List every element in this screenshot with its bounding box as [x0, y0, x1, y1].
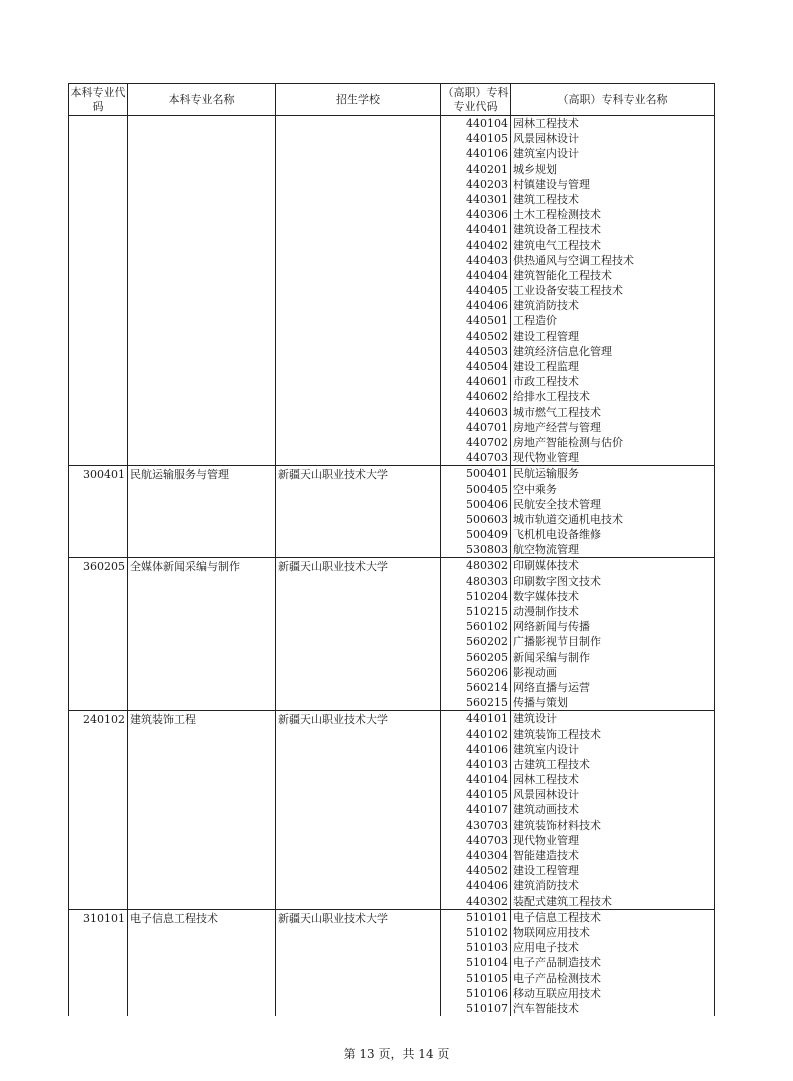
sub-major-code: 480303 — [466, 574, 508, 588]
sub-major-name: 民航安全技术管理 — [513, 497, 601, 511]
sub-major-code: 510103 — [466, 941, 508, 955]
sub-major-code: 440703 — [466, 833, 508, 847]
sub-major-name: 民航运输服务 — [513, 467, 579, 481]
sub-major-code: 440106 — [466, 147, 508, 161]
sub-major-name: 建筑室内设计 — [513, 742, 579, 756]
table-row-group — [69, 116, 714, 466]
sub-major-code: 500409 — [466, 528, 508, 542]
sub-major-name: 建设工程管理 — [513, 864, 579, 878]
table-row-group — [69, 910, 714, 1016]
sub-major-name: 装配式建筑工程技术 — [513, 894, 612, 908]
sub-major-name: 建筑消防技术 — [513, 879, 579, 893]
sub-major-code: 440502 — [466, 864, 508, 878]
sub-major-name: 建筑工程技术 — [513, 192, 579, 206]
major-name: 电子信息工程技术 — [128, 910, 276, 1016]
header-code: 本科专业代码 — [69, 84, 128, 115]
sub-major-code: 510107 — [466, 1001, 508, 1015]
sub-name-column — [511, 711, 714, 908]
sub-major-name: 物联网应用技术 — [513, 925, 590, 939]
table-header — [69, 84, 714, 116]
sub-major-name: 应用电子技术 — [513, 941, 579, 955]
sub-major-code: 500401 — [466, 467, 508, 481]
sub-major-code: 510105 — [466, 971, 508, 985]
sub-major-name: 建设工程管理 — [513, 329, 579, 343]
header-major: 本科专业名称 — [128, 84, 276, 115]
sub-major-code: 440404 — [466, 268, 508, 282]
sub-major-name: 给排水工程技术 — [513, 390, 590, 404]
sub-major-name: 空中乘务 — [513, 482, 557, 496]
sub-major-name: 土木工程检测技术 — [513, 208, 601, 222]
sub-major-name: 建筑电气工程技术 — [513, 238, 601, 252]
sub-major-code: 440503 — [466, 344, 508, 358]
sub-major-code: 510215 — [466, 605, 508, 618]
sub-major-code: 500603 — [466, 512, 508, 526]
major-name: 全媒体新闻采编与制作 — [128, 558, 276, 710]
sub-major-name: 古建筑工程技术 — [513, 757, 590, 771]
sub-major-name: 建筑设备工程技术 — [513, 223, 601, 237]
school-name: 新疆天山职业技术大学 — [276, 558, 441, 710]
sub-major-code: 440601 — [466, 375, 508, 389]
sub-major-code: 560214 — [466, 680, 508, 694]
sub-code-column — [441, 558, 511, 710]
sub-major-code: 560102 — [466, 620, 508, 634]
sub-name-column — [511, 910, 714, 1016]
sub-major-code: 560205 — [466, 650, 508, 664]
sub-major-name: 汽车智能技术 — [513, 1001, 579, 1015]
sub-code-column — [441, 116, 511, 465]
major-code — [69, 116, 128, 465]
school-name: 新疆天山职业技术大学 — [276, 910, 441, 1016]
table-row-group — [69, 711, 714, 909]
school-name: 新疆天山职业技术大学 — [276, 711, 441, 908]
sub-major-name: 供热通风与空调工程技术 — [513, 253, 634, 267]
major-code: 310101 — [69, 910, 128, 1016]
sub-code-column — [441, 711, 511, 908]
sub-major-code: 440603 — [466, 405, 508, 419]
sub-major-name: 新闻采编与制作 — [513, 650, 590, 664]
table-row-group — [69, 466, 714, 558]
sub-major-name: 电子产品检测技术 — [513, 971, 601, 985]
sub-major-name: 建筑智能化工程技术 — [513, 268, 612, 282]
sub-major-code: 440306 — [466, 208, 508, 222]
sub-major-code: 500405 — [466, 482, 508, 496]
sub-major-code: 440501 — [466, 314, 508, 328]
sub-name-column — [511, 116, 714, 465]
sub-major-code: 440702 — [466, 435, 508, 449]
sub-major-name: 动漫制作技术 — [513, 605, 579, 618]
sub-major-name: 网络新闻与传播 — [513, 620, 590, 634]
sub-major-code: 500406 — [466, 497, 508, 511]
table-body — [69, 116, 714, 1016]
school-name: 新疆天山职业技术大学 — [276, 466, 441, 557]
sub-major-name: 工业设备安装工程技术 — [513, 284, 623, 298]
table-row-group — [69, 558, 714, 711]
school-name — [276, 116, 441, 465]
sub-major-code: 510102 — [466, 925, 508, 939]
sub-major-code: 510101 — [466, 910, 508, 924]
sub-major-code: 440103 — [466, 757, 508, 771]
sub-major-name: 建筑装饰工程技术 — [513, 727, 601, 741]
sub-major-name: 飞机机电设备维修 — [513, 528, 601, 542]
page-number: 第 13 页，共 14 页 — [343, 1047, 450, 1061]
sub-major-name: 房地产智能检测与估价 — [513, 435, 623, 449]
sub-major-code: 440504 — [466, 360, 508, 373]
sub-major-name: 城乡规划 — [513, 162, 557, 176]
sub-major-code: 440602 — [466, 390, 508, 404]
sub-major-code: 440401 — [466, 223, 508, 237]
sub-major-name: 印刷数字图文技术 — [513, 574, 601, 588]
sub-major-name: 市政工程技术 — [513, 375, 579, 389]
sub-code-column — [441, 910, 511, 1016]
sub-major-name: 移动互联应用技术 — [513, 986, 601, 1000]
sub-major-code: 440104 — [466, 117, 508, 130]
major-name — [128, 116, 276, 465]
sub-major-code: 440403 — [466, 253, 508, 267]
sub-major-name: 航空物流管理 — [513, 543, 579, 557]
sub-major-code: 560206 — [466, 665, 508, 679]
sub-name-column — [511, 558, 714, 710]
sub-major-name: 网络直播与运营 — [513, 680, 590, 694]
sub-major-code: 560215 — [466, 696, 508, 710]
sub-major-name: 城市燃气工程技术 — [513, 405, 601, 419]
sub-major-code: 510106 — [466, 986, 508, 1000]
sub-major-code: 440405 — [466, 284, 508, 298]
sub-major-name: 房地产经营与管理 — [513, 420, 601, 434]
major-name: 建筑装饰工程 — [128, 711, 276, 908]
sub-major-code: 440304 — [466, 849, 508, 862]
sub-major-code: 440105 — [466, 132, 508, 146]
header-sub-code: （高职）专科专业代码 — [441, 84, 511, 115]
sub-major-code: 440101 — [466, 712, 508, 726]
sub-major-code: 440302 — [466, 894, 508, 908]
sub-major-code: 440703 — [466, 451, 508, 465]
sub-major-name: 建筑装饰材料技术 — [513, 818, 601, 832]
sub-major-name: 建筑动画技术 — [513, 803, 579, 817]
sub-major-name: 印刷媒体技术 — [513, 559, 579, 573]
sub-major-name: 建筑消防技术 — [513, 299, 579, 313]
sub-major-name: 城市轨道交通机电技术 — [513, 512, 623, 526]
sub-major-code: 440301 — [466, 192, 508, 206]
majors-table — [68, 83, 715, 1016]
sub-major-name: 传播与策划 — [513, 696, 568, 710]
sub-major-name: 数字媒体技术 — [513, 589, 579, 603]
sub-major-name: 现代物业管理 — [513, 833, 579, 847]
sub-major-code: 440502 — [466, 329, 508, 343]
sub-major-code: 440107 — [466, 803, 508, 817]
sub-major-code: 530803 — [466, 543, 508, 557]
sub-major-code: 440104 — [466, 773, 508, 787]
sub-major-code: 510204 — [466, 589, 508, 603]
major-code: 300401 — [69, 466, 128, 557]
sub-code-column — [441, 466, 511, 557]
sub-major-name: 电子信息工程技术 — [513, 910, 601, 924]
sub-name-column — [511, 466, 714, 557]
sub-major-code: 430703 — [466, 818, 508, 832]
major-code: 240102 — [69, 711, 128, 908]
sub-major-code: 440106 — [466, 742, 508, 756]
sub-major-code: 440201 — [466, 162, 508, 176]
sub-major-code: 440102 — [466, 727, 508, 741]
sub-major-code: 440701 — [466, 420, 508, 434]
sub-major-name: 电子产品制造技术 — [513, 956, 601, 970]
sub-major-code: 480302 — [466, 559, 508, 573]
major-name: 民航运输服务与管理 — [128, 466, 276, 557]
sub-major-code: 440406 — [466, 879, 508, 893]
sub-major-code: 510104 — [466, 956, 508, 970]
sub-major-name: 村镇建设与管理 — [513, 177, 590, 191]
sub-major-name: 现代物业管理 — [513, 451, 579, 465]
sub-major-name: 建筑设计 — [513, 712, 557, 726]
major-code: 360205 — [69, 558, 128, 710]
sub-major-code: 440402 — [466, 238, 508, 252]
sub-major-name: 风景园林设计 — [513, 788, 579, 802]
sub-major-name: 园林工程技术 — [513, 773, 579, 787]
sub-major-name: 建设工程监理 — [513, 360, 579, 373]
sub-major-name: 智能建造技术 — [513, 849, 579, 862]
sub-major-name: 广播影视节目制作 — [513, 635, 601, 649]
header-school: 招生学校 — [276, 84, 441, 115]
header-sub-name: （高职）专科专业名称 — [557, 92, 668, 106]
sub-major-code: 440203 — [466, 177, 508, 191]
sub-major-name: 建筑经济信息化管理 — [513, 344, 612, 358]
sub-major-name: 园林工程技术 — [513, 117, 579, 130]
sub-major-name: 工程造价 — [513, 314, 557, 328]
sub-major-name: 风景园林设计 — [513, 132, 579, 146]
sub-major-name: 建筑室内设计 — [513, 147, 579, 161]
sub-major-code: 560202 — [466, 635, 508, 649]
sub-major-code: 440105 — [466, 788, 508, 802]
sub-major-code: 440406 — [466, 299, 508, 313]
sub-major-name: 影视动画 — [513, 665, 557, 679]
